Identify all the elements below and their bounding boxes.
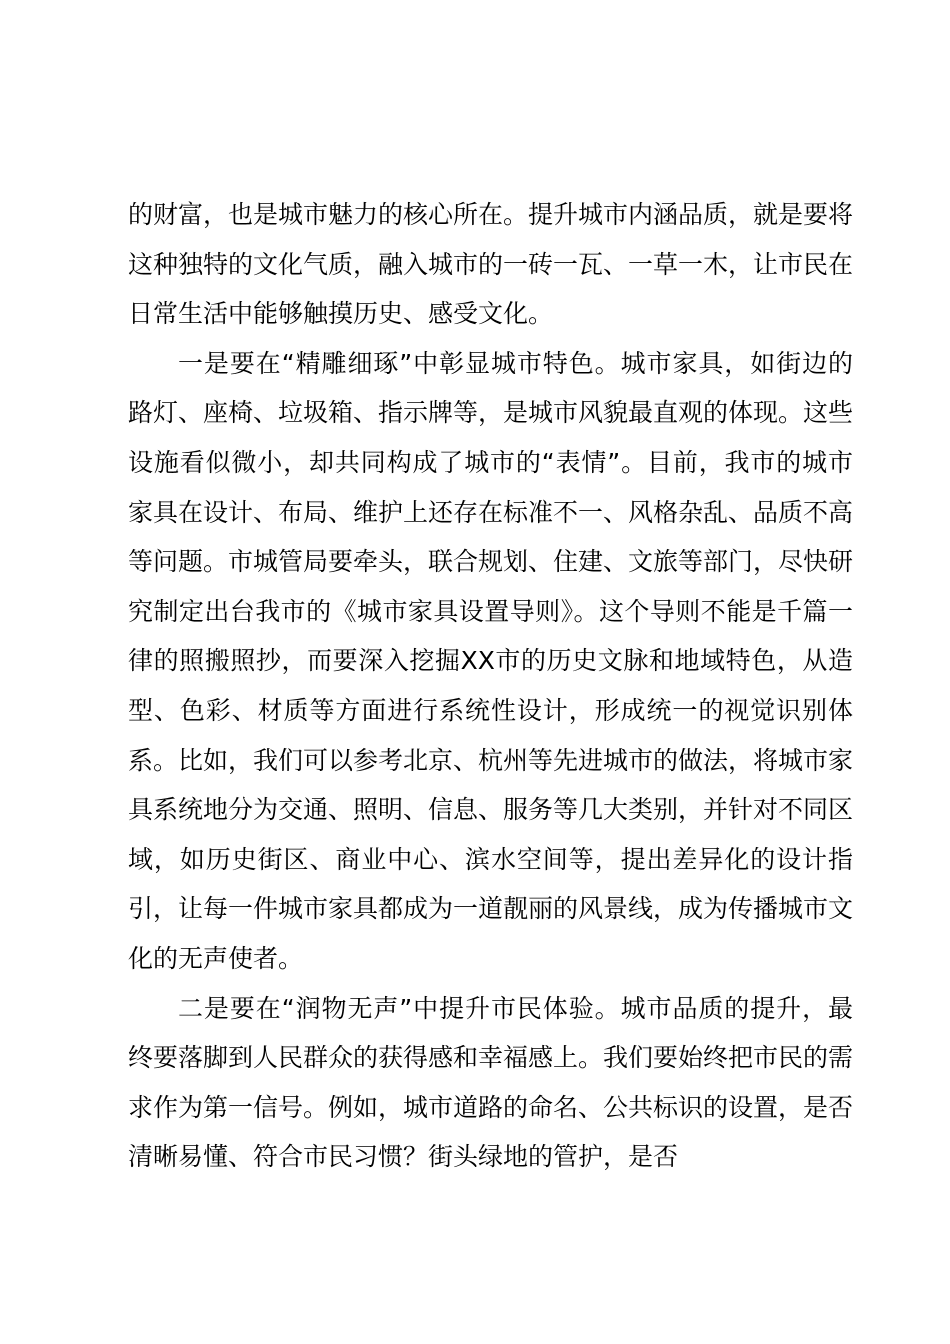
body-text [128, 190, 853, 1182]
paragraph-city-furniture: 一是要在“精雕细琢”中彰显城市特色。城市家具，如街边的路灯、座椅、垃圾箱、指示牌等，是城市风貌最直观的体现。这些设施看似微小，却共同构成了城市的“表情”。目前，我市的城市家具在设计、布局、维护上还存在标准不一、风格杂乱、品质不高等问题。市城管局要牵头，联合规划、住建、文旅等部门，尽快研究制定出台我市的《城市家具设置导则》。这个导则不能是千篇一律的照搬照抄，而要深入挖掘XX市的历史文脉和地域特色，从造型、色彩、材质等方面进行系统性设计，形成统一的视觉识别体系。比如，我们可以参考北京、杭州等先进城市的做法，将城市家具系统地分为交通、照明、信息、服务等几大类别，并针对不同区域，如历史街区、商业中心、滨水空间等，提出差异化的设计指引，让每一件城市家具都成为一道靓丽的风景线，成为传播城市文化的无声使者。 [128, 348, 854, 973]
paragraph-citizen-experience: 二是要在“润物无声”中提升市民体验。城市品质的提升，最终要落脚到人民群众的获得感和幸福感上。我们要始终把市民的需求作为第一信号。例如，城市道路的命名、公共标识的设置，是否清晰易懂、符合市民习惯？街头绿地的管护，是否 [128, 993, 854, 1172]
paragraph-continuation: 的财富，也是城市魅力的核心所在。提升城市内涵品质，就是要将这种独特的文化气质，融入城市的一砖一瓦、一草一木，让市民在日常生活中能够触摸历史、感受文化。 [128, 200, 854, 329]
